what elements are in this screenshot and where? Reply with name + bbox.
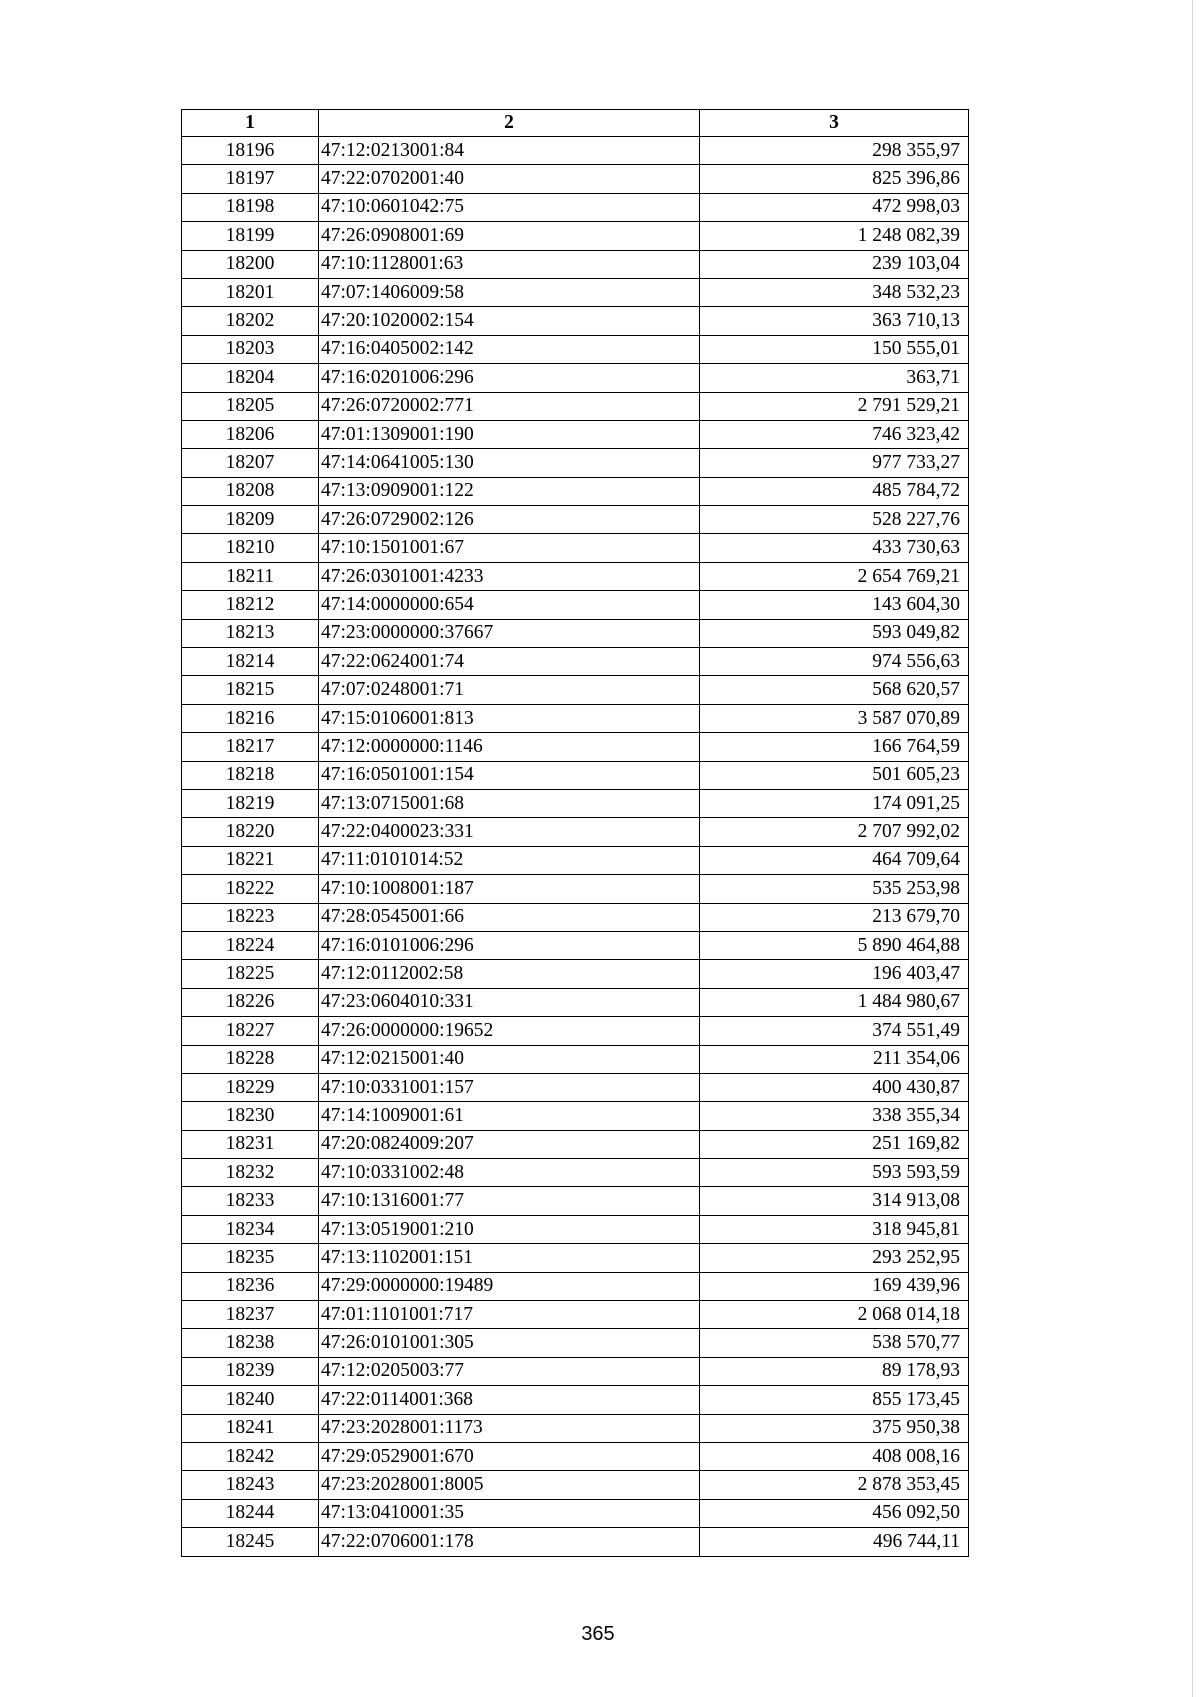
value-cell: 89 178,93 — [700, 1357, 969, 1385]
value-cell: 2 791 529,21 — [700, 392, 969, 420]
cadastral-number-cell: 47:16:0101006:296 — [319, 931, 700, 959]
row-number-cell: 18244 — [182, 1499, 319, 1527]
table-row — [182, 1329, 969, 1357]
table-row — [182, 733, 969, 761]
value-cell: 538 570,77 — [700, 1329, 969, 1357]
table-row — [182, 1471, 969, 1499]
row-number-cell: 18213 — [182, 619, 319, 647]
row-number-cell: 18198 — [182, 193, 319, 221]
row-number-cell: 18200 — [182, 250, 319, 278]
value-cell: 400 430,87 — [700, 1073, 969, 1101]
row-number-cell: 18238 — [182, 1329, 319, 1357]
row-number-cell: 18220 — [182, 818, 319, 846]
value-cell: 363,71 — [700, 364, 969, 392]
table-row — [182, 250, 969, 278]
table-row — [182, 335, 969, 363]
table-row — [182, 1499, 969, 1527]
value-cell: 338 355,34 — [700, 1102, 969, 1130]
row-number-cell: 18232 — [182, 1159, 319, 1187]
value-cell: 293 252,95 — [700, 1244, 969, 1272]
table-row — [182, 1073, 969, 1101]
row-number-cell: 18206 — [182, 420, 319, 448]
cadastral-number-cell: 47:28:0545001:66 — [319, 903, 700, 931]
table-row — [182, 988, 969, 1016]
table-row — [182, 591, 969, 619]
row-number-cell: 18202 — [182, 307, 319, 335]
value-cell: 239 103,04 — [700, 250, 969, 278]
row-number-cell: 18218 — [182, 761, 319, 789]
row-number-cell: 18226 — [182, 988, 319, 1016]
value-cell: 568 620,57 — [700, 676, 969, 704]
cadastral-number-cell: 47:26:0908001:69 — [319, 222, 700, 250]
table-row — [182, 1386, 969, 1414]
table-row — [182, 648, 969, 676]
cadastral-number-cell: 47:10:1128001:63 — [319, 250, 700, 278]
value-cell: 2 654 769,21 — [700, 562, 969, 590]
page-edge-line — [1192, 0, 1193, 1697]
table-row — [182, 619, 969, 647]
cadastral-number-cell: 47:14:1009001:61 — [319, 1102, 700, 1130]
value-cell: 318 945,81 — [700, 1215, 969, 1243]
value-cell: 974 556,63 — [700, 648, 969, 676]
table-row — [182, 1442, 969, 1470]
row-number-cell: 18243 — [182, 1471, 319, 1499]
cadastral-number-cell: 47:12:0000000:1146 — [319, 733, 700, 761]
row-number-cell: 18207 — [182, 449, 319, 477]
value-cell: 251 169,82 — [700, 1130, 969, 1158]
row-number-cell: 18235 — [182, 1244, 319, 1272]
cadastral-number-cell: 47:01:1309001:190 — [319, 420, 700, 448]
table-row — [182, 420, 969, 448]
table-row — [182, 875, 969, 903]
value-cell: 456 092,50 — [700, 1499, 969, 1527]
cadastral-number-cell: 47:16:0501001:154 — [319, 761, 700, 789]
row-number-cell: 18212 — [182, 591, 319, 619]
value-cell: 211 354,06 — [700, 1045, 969, 1073]
cadastral-number-cell: 47:26:0720002:771 — [319, 392, 700, 420]
table-row — [182, 704, 969, 732]
row-number-cell: 18225 — [182, 960, 319, 988]
table-row — [182, 1272, 969, 1300]
table-body — [182, 137, 969, 1557]
row-number-cell: 18211 — [182, 562, 319, 590]
cadastral-number-cell: 47:10:0601042:75 — [319, 193, 700, 221]
cadastral-number-cell: 47:22:0702001:40 — [319, 165, 700, 193]
value-cell: 5 890 464,88 — [700, 931, 969, 959]
value-cell: 464 709,64 — [700, 846, 969, 874]
cadastral-number-cell: 47:29:0000000:19489 — [319, 1272, 700, 1300]
table-row — [182, 477, 969, 505]
table-header — [182, 110, 969, 137]
registry-table — [181, 109, 969, 1557]
table-row — [182, 506, 969, 534]
row-number-cell: 18231 — [182, 1130, 319, 1158]
table-row — [182, 534, 969, 562]
cadastral-number-cell: 47:13:0715001:68 — [319, 789, 700, 817]
table-row — [182, 1357, 969, 1385]
table-row — [182, 449, 969, 477]
value-cell: 143 604,30 — [700, 591, 969, 619]
cadastral-number-cell: 47:15:0106001:813 — [319, 704, 700, 732]
cadastral-number-cell: 47:11:0101014:52 — [319, 846, 700, 874]
value-cell: 593 593,59 — [700, 1159, 969, 1187]
table-row — [182, 278, 969, 306]
row-number-cell: 18227 — [182, 1017, 319, 1045]
table-row — [182, 137, 969, 165]
cadastral-number-cell: 47:26:0000000:19652 — [319, 1017, 700, 1045]
cadastral-number-cell: 47:12:0213001:84 — [319, 137, 700, 165]
column-header-1: 1 — [182, 110, 319, 137]
value-cell: 535 253,98 — [700, 875, 969, 903]
cadastral-number-cell: 47:13:0909001:122 — [319, 477, 700, 505]
cadastral-number-cell: 47:16:0201006:296 — [319, 364, 700, 392]
table-row — [182, 1159, 969, 1187]
value-cell: 348 532,23 — [700, 278, 969, 306]
row-number-cell: 18204 — [182, 364, 319, 392]
value-cell: 496 744,11 — [700, 1528, 969, 1556]
cadastral-number-cell: 47:23:0000000:37667 — [319, 619, 700, 647]
value-cell: 408 008,16 — [700, 1442, 969, 1470]
row-number-cell: 18205 — [182, 392, 319, 420]
value-cell: 501 605,23 — [700, 761, 969, 789]
value-cell: 363 710,13 — [700, 307, 969, 335]
table-row — [182, 392, 969, 420]
cadastral-number-cell: 47:13:0519001:210 — [319, 1215, 700, 1243]
value-cell: 2 878 353,45 — [700, 1471, 969, 1499]
table-row — [182, 1528, 969, 1556]
cadastral-number-cell: 47:10:1501001:67 — [319, 534, 700, 562]
value-cell: 1 484 980,67 — [700, 988, 969, 1016]
row-number-cell: 18236 — [182, 1272, 319, 1300]
table-row — [182, 846, 969, 874]
row-number-cell: 18209 — [182, 506, 319, 534]
table-row — [182, 903, 969, 931]
cadastral-number-cell: 47:14:0641005:130 — [319, 449, 700, 477]
table-row — [182, 1045, 969, 1073]
value-cell: 213 679,70 — [700, 903, 969, 931]
cadastral-number-cell: 47:26:0729002:126 — [319, 506, 700, 534]
cadastral-number-cell: 47:07:0248001:71 — [319, 676, 700, 704]
cadastral-number-cell: 47:23:2028001:1173 — [319, 1414, 700, 1442]
cadastral-number-cell: 47:22:0706001:178 — [319, 1528, 700, 1556]
table-row — [182, 818, 969, 846]
cadastral-number-cell: 47:10:0331002:48 — [319, 1159, 700, 1187]
row-number-cell: 18203 — [182, 335, 319, 363]
row-number-cell: 18210 — [182, 534, 319, 562]
row-number-cell: 18224 — [182, 931, 319, 959]
row-number-cell: 18216 — [182, 704, 319, 732]
row-number-cell: 18201 — [182, 278, 319, 306]
cadastral-number-cell: 47:26:0301001:4233 — [319, 562, 700, 590]
table-row — [182, 1187, 969, 1215]
cadastral-number-cell: 47:22:0400023:331 — [319, 818, 700, 846]
row-number-cell: 18197 — [182, 165, 319, 193]
value-cell: 166 764,59 — [700, 733, 969, 761]
row-number-cell: 18215 — [182, 676, 319, 704]
cadastral-number-cell: 47:13:0410001:35 — [319, 1499, 700, 1527]
cadastral-number-cell: 47:10:0331001:157 — [319, 1073, 700, 1101]
cadastral-number-cell: 47:13:1102001:151 — [319, 1244, 700, 1272]
value-cell: 298 355,97 — [700, 137, 969, 165]
row-number-cell: 18241 — [182, 1414, 319, 1442]
table-row — [182, 1414, 969, 1442]
row-number-cell: 18208 — [182, 477, 319, 505]
cadastral-number-cell: 47:22:0624001:74 — [319, 648, 700, 676]
value-cell: 2 068 014,18 — [700, 1301, 969, 1329]
table-row — [182, 1017, 969, 1045]
value-cell: 3 587 070,89 — [700, 704, 969, 732]
column-header-2: 2 — [319, 110, 700, 137]
value-cell: 593 049,82 — [700, 619, 969, 647]
row-number-cell: 18228 — [182, 1045, 319, 1073]
cadastral-number-cell: 47:29:0529001:670 — [319, 1442, 700, 1470]
row-number-cell: 18230 — [182, 1102, 319, 1130]
row-number-cell: 18223 — [182, 903, 319, 931]
header-row — [182, 110, 969, 137]
cadastral-number-cell: 47:07:1406009:58 — [319, 278, 700, 306]
row-number-cell: 18219 — [182, 789, 319, 817]
table-row — [182, 1244, 969, 1272]
cadastral-number-cell: 47:20:0824009:207 — [319, 1130, 700, 1158]
table-row — [182, 364, 969, 392]
table-row — [182, 960, 969, 988]
cadastral-number-cell: 47:01:1101001:717 — [319, 1301, 700, 1329]
value-cell: 374 551,49 — [700, 1017, 969, 1045]
table-row — [182, 193, 969, 221]
cadastral-number-cell: 47:12:0205003:77 — [319, 1357, 700, 1385]
table-row — [182, 562, 969, 590]
table-row — [182, 1215, 969, 1243]
value-cell: 472 998,03 — [700, 193, 969, 221]
table-row — [182, 1102, 969, 1130]
row-number-cell: 18240 — [182, 1386, 319, 1414]
cadastral-number-cell: 47:23:0604010:331 — [319, 988, 700, 1016]
row-number-cell: 18199 — [182, 222, 319, 250]
value-cell: 746 323,42 — [700, 420, 969, 448]
cadastral-number-cell: 47:26:0101001:305 — [319, 1329, 700, 1357]
table-row — [182, 222, 969, 250]
table-row — [182, 761, 969, 789]
value-cell: 825 396,86 — [700, 165, 969, 193]
page-number: 365 — [581, 1623, 615, 1645]
table-row — [182, 789, 969, 817]
row-number-cell: 18217 — [182, 733, 319, 761]
value-cell: 375 950,38 — [700, 1414, 969, 1442]
row-number-cell: 18233 — [182, 1187, 319, 1215]
value-cell: 433 730,63 — [700, 534, 969, 562]
row-number-cell: 18242 — [182, 1442, 319, 1470]
row-number-cell: 18222 — [182, 875, 319, 903]
row-number-cell: 18234 — [182, 1215, 319, 1243]
row-number-cell: 18229 — [182, 1073, 319, 1101]
table-row — [182, 676, 969, 704]
cadastral-number-cell: 47:14:0000000:654 — [319, 591, 700, 619]
row-number-cell: 18221 — [182, 846, 319, 874]
cadastral-number-cell: 47:22:0114001:368 — [319, 1386, 700, 1414]
row-number-cell: 18196 — [182, 137, 319, 165]
value-cell: 528 227,76 — [700, 506, 969, 534]
row-number-cell: 18239 — [182, 1357, 319, 1385]
value-cell: 314 913,08 — [700, 1187, 969, 1215]
table-row — [182, 307, 969, 335]
cadastral-number-cell: 47:20:1020002:154 — [319, 307, 700, 335]
cadastral-number-cell: 47:10:1316001:77 — [319, 1187, 700, 1215]
value-cell: 169 439,96 — [700, 1272, 969, 1300]
column-header-3: 3 — [700, 110, 969, 137]
table-row — [182, 1130, 969, 1158]
cadastral-number-cell: 47:23:2028001:8005 — [319, 1471, 700, 1499]
cadastral-number-cell: 47:12:0112002:58 — [319, 960, 700, 988]
cadastral-number-cell: 47:10:1008001:187 — [319, 875, 700, 903]
table-row — [182, 165, 969, 193]
value-cell: 2 707 992,02 — [700, 818, 969, 846]
row-number-cell: 18237 — [182, 1301, 319, 1329]
row-number-cell: 18214 — [182, 648, 319, 676]
value-cell: 977 733,27 — [700, 449, 969, 477]
table-row — [182, 1301, 969, 1329]
value-cell: 150 555,01 — [700, 335, 969, 363]
value-cell: 485 784,72 — [700, 477, 969, 505]
value-cell: 174 091,25 — [700, 789, 969, 817]
cadastral-number-cell: 47:12:0215001:40 — [319, 1045, 700, 1073]
value-cell: 1 248 082,39 — [700, 222, 969, 250]
table-row — [182, 931, 969, 959]
row-number-cell: 18245 — [182, 1528, 319, 1556]
cadastral-number-cell: 47:16:0405002:142 — [319, 335, 700, 363]
value-cell: 855 173,45 — [700, 1386, 969, 1414]
value-cell: 196 403,47 — [700, 960, 969, 988]
